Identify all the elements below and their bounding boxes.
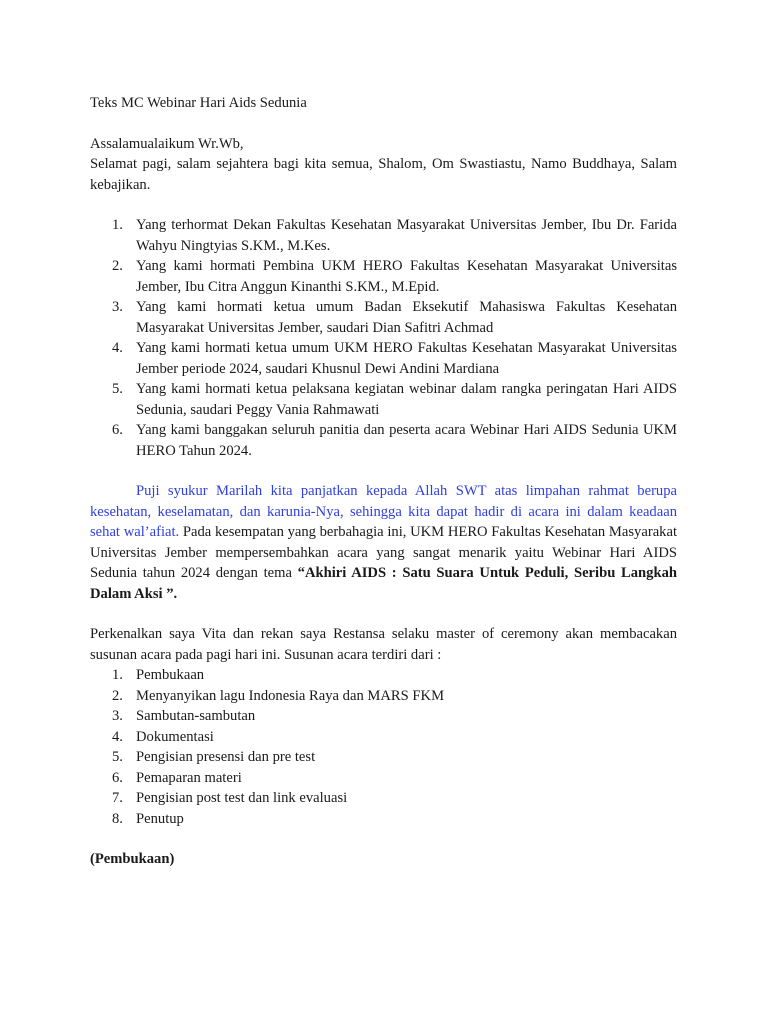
event-theme-text: “Akhiri AIDS : Satu Suara Untuk Peduli, Seribu Langkah Dalam Aksi ”. [90, 565, 677, 602]
list-item-text: Yang kami hormati ketua umum UKM HERO Fakultas Kesehatan Masyarakat Universitas Jember periode 2024, saudari Khusnul Dewi Andini Mardiana [136, 340, 677, 377]
list-item [90, 665, 677, 686]
list-item [90, 338, 677, 379]
list-item [90, 297, 677, 338]
list-number: 7. [112, 790, 123, 806]
list-number: 2. [112, 687, 123, 704]
intro-paragraph: Perkenalkan saya Vita dan rekan saya Restansa selaku master of ceremony akan membacakan susunan acara pada pagi hari ini. Susunan acara terdiri dari : [90, 626, 677, 663]
list-item-text: Pengisian post test dan link evaluasi [136, 790, 348, 806]
list-number: 3. [112, 708, 123, 724]
gratitude-text: Puji syukur Marilah kita panjatkan kepada Allah SWT atas limpahan rahmat berupa kesehatan, keselamatan, dan karunia-Nya, sehingga kita dapat hadir di acara ini dalam keadaan sehat wal’afiat. [90, 483, 677, 540]
section-heading: (Pembukaan) [90, 851, 175, 867]
list-item-text: Sambutan-sambutan [136, 708, 256, 724]
greeting-salam: Assalamualaikum Wr.Wb, [90, 135, 244, 152]
document-title: Teks MC Webinar Hari Aids Sedunia [90, 95, 307, 111]
agenda-list [90, 665, 677, 829]
list-number: 1. [112, 667, 123, 683]
list-number: 4. [112, 728, 123, 745]
event-description-text: Pada kesempatan yang berbahagia ini, UKM HERO Fakultas Kesehatan Masyarakat Universitas Jember mempersembahkan acara yang sangat menarik yaitu Webinar Hari AIDS Sedunia tahun 2024 dengan tema [90, 524, 677, 581]
list-number: 2. [112, 258, 123, 274]
list-number: 5. [112, 381, 123, 397]
greeting-welcome: Selamat pagi, salam sejahtera bagi kita semua, Shalom, Om Swastiastu, Namo Buddhaya, Salam kebajikan. [90, 156, 677, 193]
list-item [90, 727, 677, 748]
list-item [90, 215, 677, 256]
list-item [90, 747, 677, 768]
list-number: 6. [112, 422, 123, 438]
document-page [90, 93, 677, 870]
list-item [90, 379, 677, 420]
list-item-text: Pembukaan [136, 667, 205, 683]
list-item-text: Dokumentasi [136, 728, 214, 745]
list-number: 1. [112, 217, 123, 233]
list-item-text: Yang kami hormati Pembina UKM HERO Fakultas Kesehatan Masyarakat Universitas Jember, Ibu Citra Anggun Kinanthi S.KM., M.Epid. [136, 258, 677, 295]
list-item-text: Menyanyikan lagu Indonesia Raya dan MARS FKM [136, 687, 445, 704]
list-item-text: Yang kami hormati ketua pelaksana kegiatan webinar dalam rangka peringatan Hari AIDS Sedunia, saudari Peggy Vania Rahmawati [136, 381, 677, 418]
list-number: 6. [112, 769, 123, 786]
list-item-text: Yang kami banggakan seluruh panitia dan peserta acara Webinar Hari AIDS Sedunia UKM HERO Tahun 2024. [136, 422, 677, 459]
list-item [90, 420, 677, 461]
honorifics-list [90, 215, 677, 461]
list-number: 5. [112, 749, 123, 765]
list-number: 8. [112, 810, 123, 827]
list-number: 3. [112, 299, 123, 315]
list-item [90, 809, 677, 830]
list-item-text: Yang kami hormati ketua umum Badan Eksekutif Mahasiswa Fakultas Kesehatan Masyarakat Universitas Jember, saudari Dian Safitri Achmad [136, 299, 677, 336]
list-item [90, 256, 677, 297]
list-item [90, 686, 677, 707]
list-item [90, 788, 677, 809]
list-item-text: Yang terhormat Dekan Fakultas Kesehatan Masyarakat Universitas Jember, Ibu Dr. Farida Wahyu Ningtyias S.KM., M.Kes. [136, 217, 677, 254]
list-item [90, 706, 677, 727]
list-item-text: Pengisian presensi dan pre test [136, 749, 316, 765]
list-item-text: Penutup [136, 810, 184, 827]
list-item-text: Pemaparan materi [136, 769, 242, 786]
list-number: 4. [112, 340, 123, 356]
opening-paragraph [90, 481, 677, 604]
list-item [90, 768, 677, 789]
